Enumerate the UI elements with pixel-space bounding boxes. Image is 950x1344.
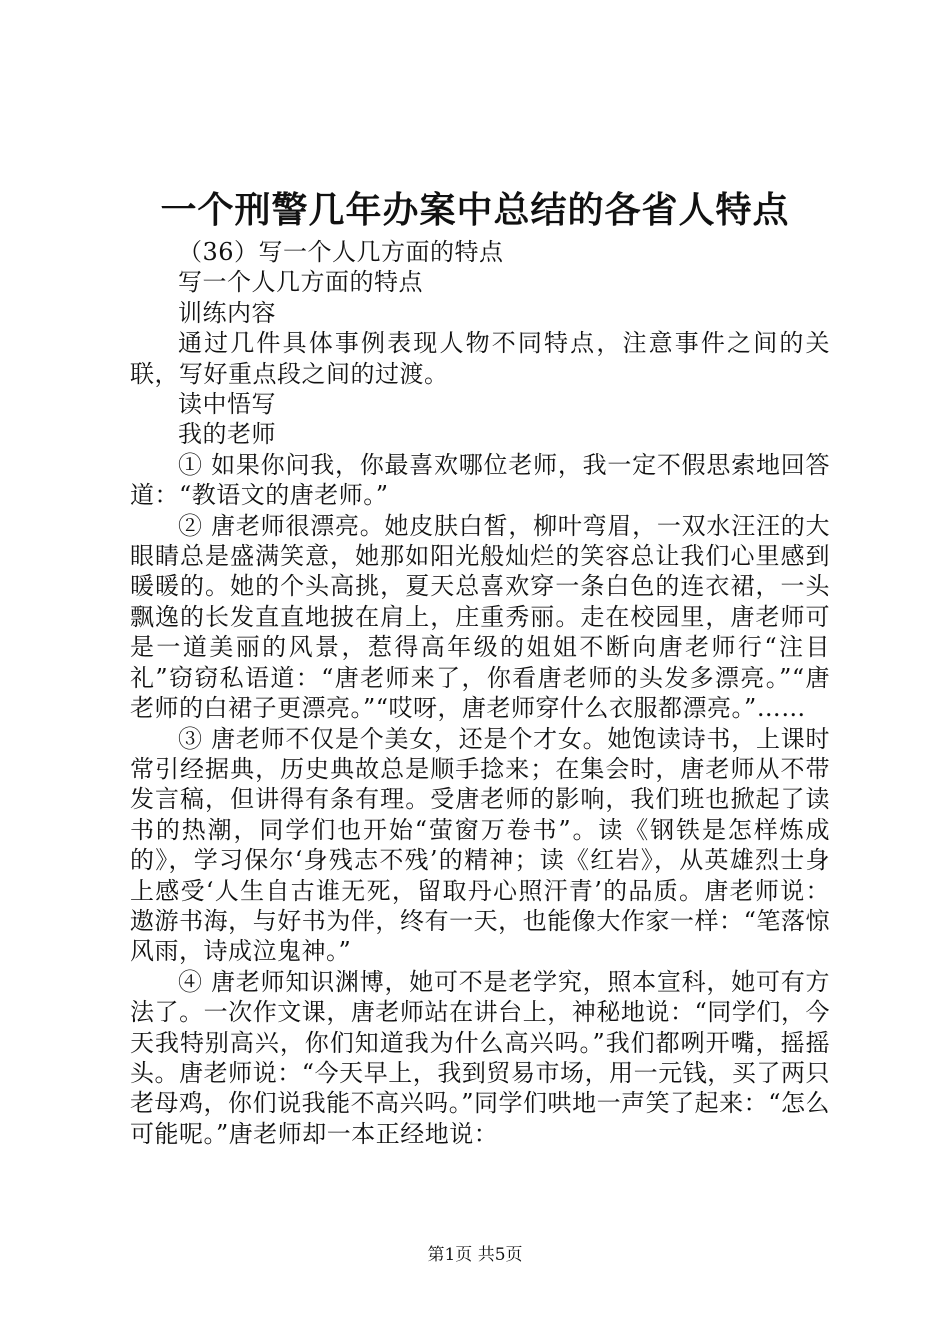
paragraph-essay-4: ④ 唐老师知识渊博，她可不是老学究，照本宣科，她可有方法了。一次作文课，唐老师站在讲台上，神秘地说：“同学们，今天我特别高兴，你们知道我为什么高兴吗。”我们都咧开嘴，摇摇头。唐老师说：“今天早上，我到贸易市场，用一元钱，买了两只老母鸡，你们说我能不高兴吗。”同学们哄地一声笑了起来：“怎么可能呢。”唐老师却一本正经地说： <box>130 967 830 1148</box>
document-title: 一个刑警几年办案中总结的各省人特点 <box>160 189 790 231</box>
document-body <box>130 237 830 1149</box>
paragraph-training-content: 通过几件具体事例表现人物不同特点，注意事件之间的关联，写好重点段之间的过渡。 <box>130 329 830 388</box>
page-number-footer: 第1页 共5页 <box>427 1245 523 1265</box>
paragraph-lesson-topic: 写一个人几方面的特点 <box>178 268 423 297</box>
paragraph-lesson-number: （36）写一个人几方面的特点 <box>178 238 504 266</box>
paragraph-essay-2: ② 唐老师很漂亮。她皮肤白皙，柳叶弯眉，一双水汪汪的大眼睛总是盛满笑意，她那如阳光般灿烂的笑容总让我们心里感到暖暖的。她的个头高挑，夏天总喜欢穿一条白色的连衣裙，一头飘逸的长发直直地披在肩上，庄重秀丽。走在校园里，唐老师可是一道美丽的风景，惹得高年级的姐姐不断向唐老师行“注目礼”窃窃私语道：“唐老师来了，你看唐老师的头发多漂亮。”“唐老师的白裙子更漂亮。”“哎呀，唐老师穿什么衣服都漂亮。”…… <box>130 511 830 723</box>
paragraph-essay-3: ③ 唐老师不仅是个美女，还是个才女。她饱读诗书，上课时常引经据典，历史典故总是顺手捻来；在集会时，唐老师从不带发言稿，但讲得有条有理。受唐老师的影响，我们班也掀起了读书的热潮，同学们也开始“萤窗万卷书”。读《钢铁是怎样炼成的》，学习保尔‘身残志不残’的精神；读《红岩》，从英雄烈士身上感受‘人生自古谁无死，留取丹心照汗青’的品质。唐老师说：遨游书海，与好书为伴，终有一天，也能像大作家一样：“笔落惊风雨，诗成泣鬼神。” <box>130 724 830 966</box>
paragraph-training-heading: 训练内容 <box>178 298 276 327</box>
paragraph-essay-title: 我的老师 <box>178 420 276 449</box>
paragraph-essay-1: ① 如果你问我，你最喜欢哪位老师，我一定不假思索地回答道：“教语文的唐老师。” <box>130 450 830 510</box>
paragraph-reading-heading: 读中悟写 <box>178 390 276 419</box>
